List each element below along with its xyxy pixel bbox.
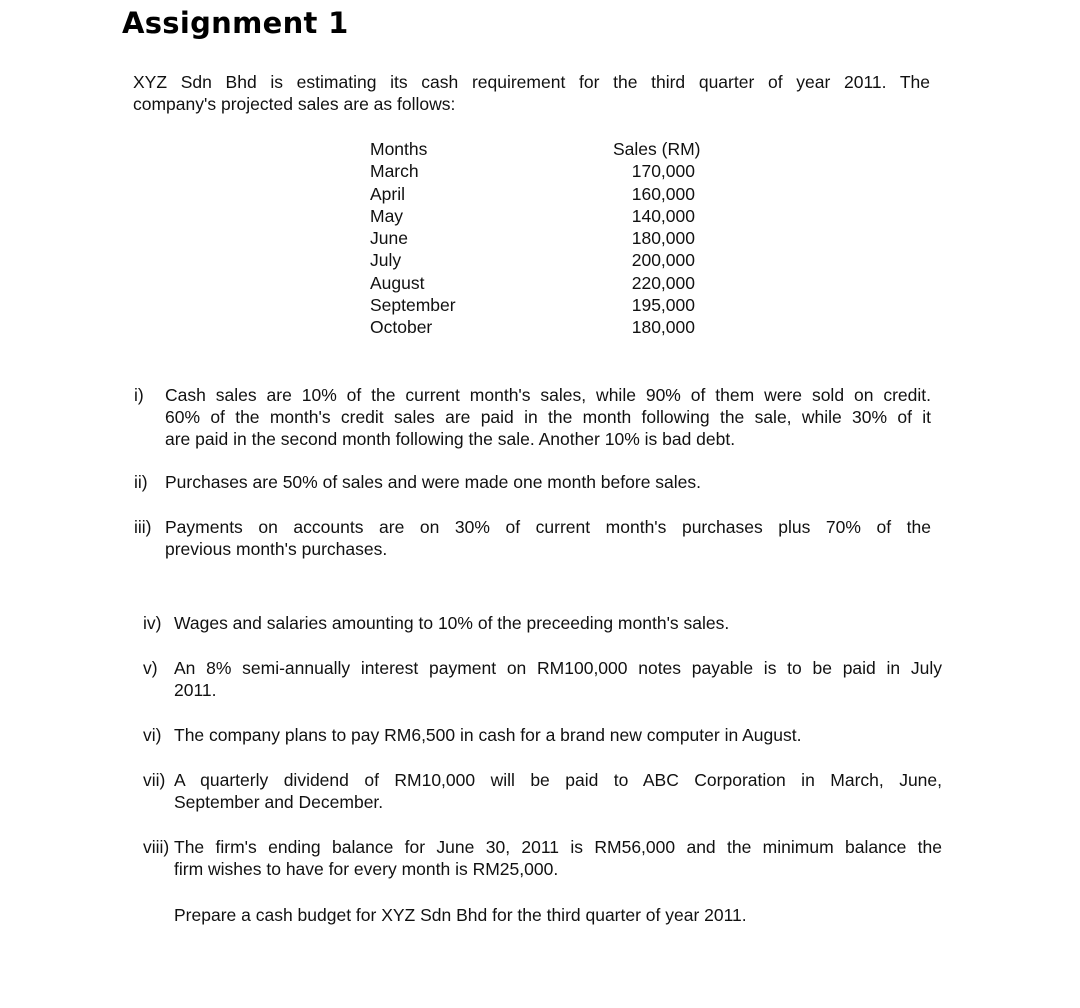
list-item <box>143 657 943 703</box>
item-line: Payments on accounts are on 30% of current month's purchases plus 70% of the <box>165 517 931 537</box>
item-line: An 8% semi-annually interest payment on RM100,000 notes payable is to be paid in July <box>174 658 942 678</box>
item-text <box>165 384 931 450</box>
sales-cell: 180,000 <box>631 228 695 249</box>
table-row <box>370 183 730 205</box>
item-line: 60% of the month's credit sales are paid in the month following the sale, while 30% of it <box>165 407 931 427</box>
item-text <box>174 769 942 813</box>
month-cell: July <box>370 250 402 271</box>
list-item <box>143 836 943 882</box>
item-text <box>174 836 942 880</box>
list-item <box>143 612 943 636</box>
item-number: iv) <box>143 613 162 633</box>
item-text <box>174 612 940 634</box>
sales-cell: 220,000 <box>631 272 695 293</box>
item-number: vii) <box>143 770 166 790</box>
item-text <box>165 471 931 493</box>
item-line: 2011. <box>174 680 217 700</box>
list-item <box>143 724 943 748</box>
item-text <box>174 724 940 746</box>
intro-line-1: XYZ Sdn Bhd is estimating its cash requirement for the third quarter of year 2011. The <box>133 72 930 92</box>
month-cell: June <box>370 228 408 249</box>
header-sales: Sales (RM) <box>613 139 701 159</box>
sales-cell: 160,000 <box>631 183 695 204</box>
item-number: ii) <box>134 472 148 492</box>
item-line: The firm's ending balance for June 30, 2011 is RM56,000 and the minimum balance the <box>174 837 942 857</box>
item-line: previous month's purchases. <box>165 539 388 559</box>
table-row <box>370 272 730 294</box>
sales-cell: 195,000 <box>631 295 695 316</box>
item-text <box>165 516 931 560</box>
item-number: iii) <box>134 517 152 537</box>
item-line: are paid in the second month following the sale. Another 10% is bad debt. <box>165 429 736 449</box>
intro-paragraph <box>133 71 930 115</box>
month-cell: August <box>370 272 425 293</box>
item-number: i) <box>134 385 144 405</box>
list-item <box>134 384 934 454</box>
item-number: viii) <box>143 837 170 857</box>
table-row <box>370 205 730 227</box>
list-item <box>134 471 934 495</box>
table-row <box>370 294 730 316</box>
assignment-title: Assignment 1 <box>122 6 349 40</box>
item-line: Purchases are 50% of sales and were made one month before sales. <box>165 472 702 492</box>
sales-cell: 170,000 <box>631 161 695 182</box>
sales-cell: 200,000 <box>631 250 695 271</box>
month-cell: September <box>370 295 456 316</box>
table-row <box>370 160 730 182</box>
item-line: firm wishes to have for every month is RM25,000. <box>174 859 559 879</box>
sales-table <box>370 138 730 339</box>
item-line: A quarterly dividend of RM10,000 will be paid to ABC Corporation in March, June, <box>174 770 942 790</box>
table-row <box>370 316 730 338</box>
month-cell: October <box>370 317 433 338</box>
header-months: Months <box>370 139 428 159</box>
item-line: September and December. <box>174 792 384 812</box>
sales-cell: 140,000 <box>631 205 695 226</box>
sales-table-header <box>370 138 730 160</box>
list-item <box>143 769 943 815</box>
sales-cell: 180,000 <box>631 317 695 338</box>
table-row <box>370 249 730 271</box>
instruction-text: Prepare a cash budget for XYZ Sdn Bhd for the third quarter of year 2011. <box>174 905 747 925</box>
item-line: Cash sales are 10% of the current month's sales, while 90% of them were sold on credit. <box>165 385 931 405</box>
month-cell: March <box>370 161 419 182</box>
list-item <box>134 516 934 562</box>
item-text <box>174 657 942 701</box>
month-cell: April <box>370 183 406 204</box>
item-line: The company plans to pay RM6,500 in cash for a brand new computer in August. <box>174 725 802 745</box>
intro-line-2: company's projected sales are as follows: <box>133 94 456 114</box>
table-row <box>370 227 730 249</box>
item-number: v) <box>143 658 158 678</box>
month-cell: May <box>370 205 404 226</box>
item-number: vi) <box>143 725 162 745</box>
item-line: Wages and salaries amounting to 10% of the preceeding month's sales. <box>174 613 730 633</box>
